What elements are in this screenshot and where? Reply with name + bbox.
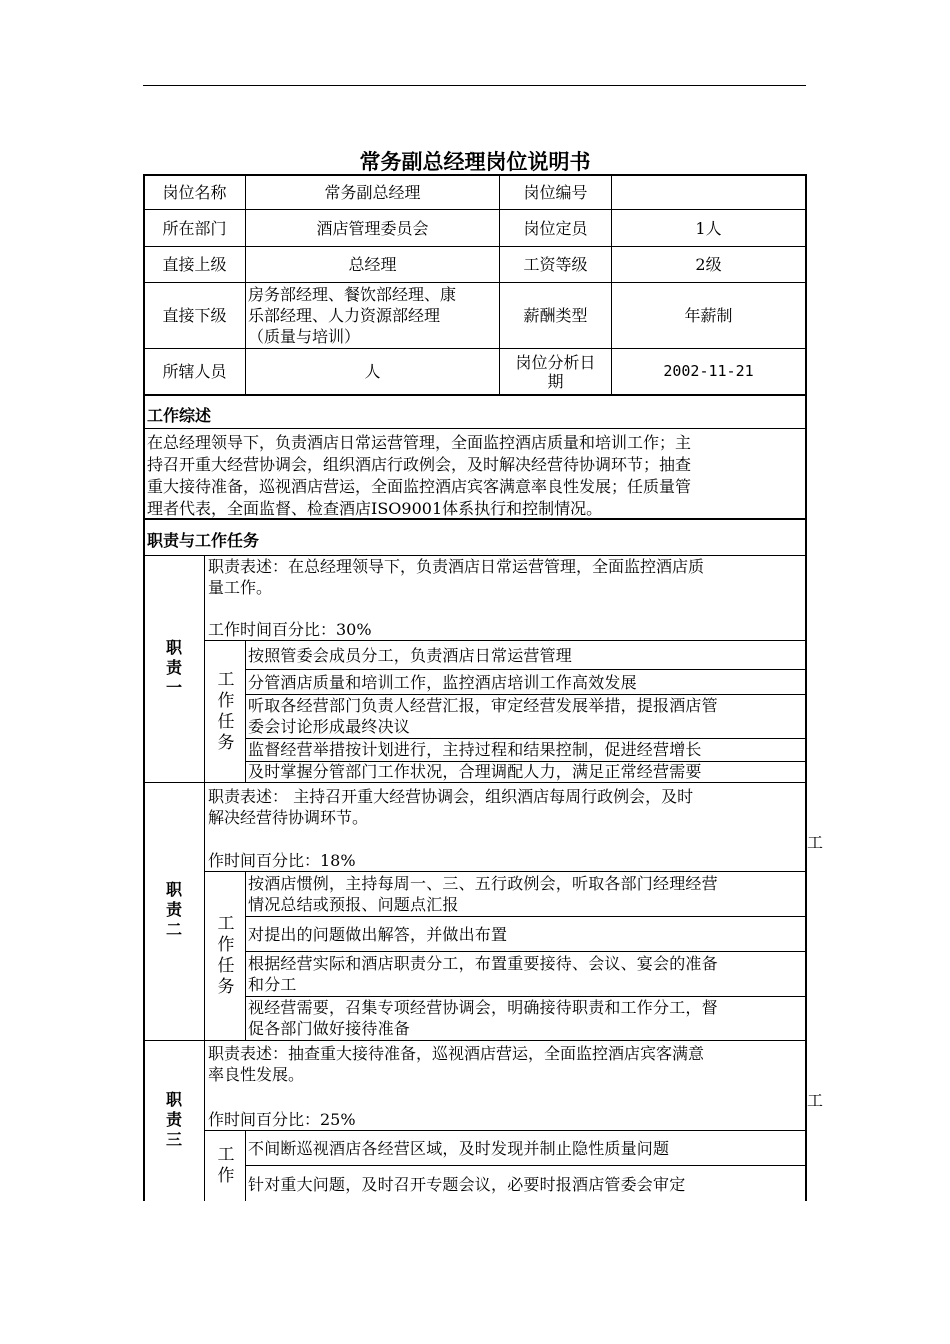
row-divider bbox=[246, 996, 806, 997]
label-position-code: 岗位编号 bbox=[523, 182, 588, 202]
duties-heading: 职责与工作任务 bbox=[147, 531, 260, 550]
summary-line-4: 理者代表，全面监督、检查酒店ISO9001体系执行和控制情况。 bbox=[147, 499, 603, 518]
task-label-char: 工 bbox=[217, 914, 235, 934]
duty-2-overflow-char: 工 bbox=[807, 833, 824, 852]
row-divider bbox=[144, 428, 806, 429]
label-department: 所在部门 bbox=[162, 218, 227, 238]
value-superior: 总经理 bbox=[348, 255, 397, 274]
row-divider bbox=[144, 394, 806, 396]
duty-3-label bbox=[164, 1090, 184, 1150]
label-salary-grade: 工资等级 bbox=[523, 255, 588, 274]
duty-2-task-3-line1: 根据经营实际和酒店职责分工，布置重要接待、会议、宴会的准备 bbox=[248, 954, 718, 973]
duty-2-task-label bbox=[216, 914, 236, 998]
duty-1-task-1: 按照管委会成员分工，负责酒店日常运营管理 bbox=[248, 646, 573, 665]
summary-line-1: 在总经理领导下，负责酒店日常运营管理，全面监控酒店质量和培训工作；主 bbox=[147, 433, 692, 452]
row-divider bbox=[205, 1130, 806, 1131]
duty-2-task-3-line2: 和分工 bbox=[248, 975, 297, 994]
duty-2-label-char: 二 bbox=[165, 920, 182, 939]
col-divider bbox=[245, 872, 246, 1040]
label-analysis-date bbox=[500, 349, 611, 394]
duty-3-task-2: 针对重大问题，及时召开专题会议，必要时报酒店管委会审定 bbox=[248, 1175, 686, 1194]
task-label-char: 务 bbox=[217, 733, 235, 753]
value-position-name: 常务副总经理 bbox=[324, 182, 421, 202]
duty-1-task-2: 分管酒店质量和培训工作，监控酒店培训工作高效发展 bbox=[248, 673, 637, 692]
row-divider bbox=[246, 738, 806, 739]
duty-3-label-char: 职 bbox=[165, 1090, 182, 1109]
task-label-char: 任 bbox=[217, 712, 235, 732]
value-position-code bbox=[612, 175, 805, 209]
task-label-char: 作 bbox=[217, 691, 235, 711]
duty-3-task-1: 不间断巡视酒店各经营区域，及时发现并制止隐性质量问题 bbox=[248, 1139, 670, 1158]
row-divider bbox=[246, 916, 806, 917]
value-subordinates-line3: （质量与培训） bbox=[248, 327, 361, 346]
label-superior: 直接上级 bbox=[162, 255, 227, 274]
task-label-char: 任 bbox=[217, 956, 235, 976]
duty-1-label-char: 一 bbox=[165, 678, 182, 697]
duty-3-label-char: 责 bbox=[165, 1110, 182, 1129]
duty-2-task-2: 对提出的问题做出解答，并做出布置 bbox=[248, 925, 508, 944]
duty-3-task-label bbox=[216, 1145, 236, 1187]
duty-2-desc-line2: 解决经营待协调环节。 bbox=[208, 808, 369, 827]
duty-1-task-4: 监督经营举措按计划进行，主持过程和结果控制，促进经营增长 bbox=[248, 740, 702, 759]
row-divider bbox=[144, 782, 806, 783]
duty-1-task-label bbox=[216, 670, 236, 754]
task-label-char: 作 bbox=[217, 935, 235, 955]
label-analysis-date-line2: 期 bbox=[547, 371, 564, 391]
duty-1-task-3-line1: 听取各经营部门负责人经营汇报，审定经营发展举措，提报酒店管 bbox=[248, 696, 718, 715]
summary-line-3: 重大接待准备，巡视酒店营运，全面监控酒店宾客满意率良性发展；任质量管 bbox=[147, 477, 692, 496]
duty-1-task-3-line2: 委会讨论形成最终决议 bbox=[248, 717, 411, 736]
value-headcount: 1人 bbox=[695, 218, 722, 238]
row-divider bbox=[205, 640, 806, 641]
duty-3-label-char: 三 bbox=[165, 1130, 182, 1149]
label-position-name: 岗位名称 bbox=[162, 182, 227, 202]
duty-2-task-4-line2: 促各部门做好接待准备 bbox=[248, 1019, 411, 1038]
value-department: 酒店管理委员会 bbox=[316, 218, 429, 238]
row-divider bbox=[246, 1165, 806, 1166]
duty-1-label-char: 职 bbox=[165, 638, 182, 657]
task-label-char: 务 bbox=[217, 977, 235, 997]
header-rule bbox=[143, 85, 806, 86]
value-pay-type: 年薪制 bbox=[684, 306, 733, 325]
label-analysis-date-line1: 岗位分析日 bbox=[515, 352, 596, 372]
row-divider bbox=[144, 518, 806, 520]
row-divider bbox=[205, 871, 806, 872]
duty-1-percentage: 工作时间百分比：30% bbox=[208, 620, 372, 639]
duty-1-task-5: 及时掌握分管部门工作状况，合理调配人力，满足正常经营需要 bbox=[248, 762, 702, 781]
duty-3-overflow-char: 工 bbox=[807, 1091, 824, 1110]
row-divider bbox=[144, 1040, 806, 1041]
duty-3-percentage: 作时间百分比：25% bbox=[208, 1110, 356, 1129]
row-divider bbox=[246, 669, 806, 670]
duty-1-label bbox=[164, 638, 184, 698]
label-pay-type: 薪酬类型 bbox=[523, 306, 588, 325]
duty-2-task-1-line1: 按酒店惯例，主持每周一、三、五行政例会，听取各部门经理经营 bbox=[248, 874, 718, 893]
value-subordinates-line1: 房务部经理、餐饮部经理、康 bbox=[248, 285, 457, 304]
task-label-char: 工 bbox=[217, 670, 235, 690]
duty-2-label-char: 职 bbox=[165, 880, 182, 899]
duty-2-label-char: 责 bbox=[165, 900, 182, 919]
value-subordinates-line2: 乐部经理、人力资源部经理 bbox=[248, 306, 441, 325]
task-label-char: 作 bbox=[217, 1166, 235, 1186]
label-subordinates: 直接下级 bbox=[162, 306, 227, 325]
value-analysis-date: 2002-11-21 bbox=[663, 362, 754, 380]
duty-1-desc-line2: 量工作。 bbox=[208, 578, 273, 597]
duty-2-task-1-line2: 情况总结或预报、问题点汇报 bbox=[248, 895, 459, 914]
summary-line-2: 持召开重大经营协调会，组织酒店行政例会，及时解决经营待协调环节；抽查 bbox=[147, 455, 692, 474]
label-staff: 所辖人员 bbox=[162, 362, 227, 381]
col-divider bbox=[204, 556, 205, 1201]
duty-3-desc-line1: 职责表述：抽查重大接待准备，巡视酒店营运，全面监控酒店宾客满意 bbox=[208, 1044, 705, 1063]
row-divider bbox=[246, 694, 806, 695]
document-title: 常务副总经理岗位说明书 bbox=[359, 150, 591, 174]
value-staff: 人 bbox=[364, 362, 381, 381]
duty-1-desc-line1: 职责表述：在总经理领导下，负责酒店日常运营管理，全面监控酒店质 bbox=[208, 557, 705, 576]
task-label-char: 工 bbox=[217, 1145, 235, 1165]
row-divider bbox=[246, 951, 806, 952]
duty-2-label bbox=[164, 880, 184, 940]
value-salary-grade: 2级 bbox=[695, 255, 722, 274]
duty-2-desc-line1: 职责表述： 主持召开重大经营协调会，组织酒店每周行政例会，及时 bbox=[208, 787, 694, 806]
duty-2-task-4-line1: 视经营需要，召集专项经营协调会，明确接待职责和工作分工，督 bbox=[248, 998, 718, 1017]
col-divider bbox=[245, 1131, 246, 1201]
duty-2-percentage: 作时间百分比：18% bbox=[208, 851, 356, 870]
summary-heading: 工作综述 bbox=[147, 406, 212, 425]
label-headcount: 岗位定员 bbox=[523, 218, 588, 238]
duty-3-desc-line2: 率良性发展。 bbox=[208, 1065, 305, 1084]
duty-1-label-char: 责 bbox=[165, 658, 182, 677]
